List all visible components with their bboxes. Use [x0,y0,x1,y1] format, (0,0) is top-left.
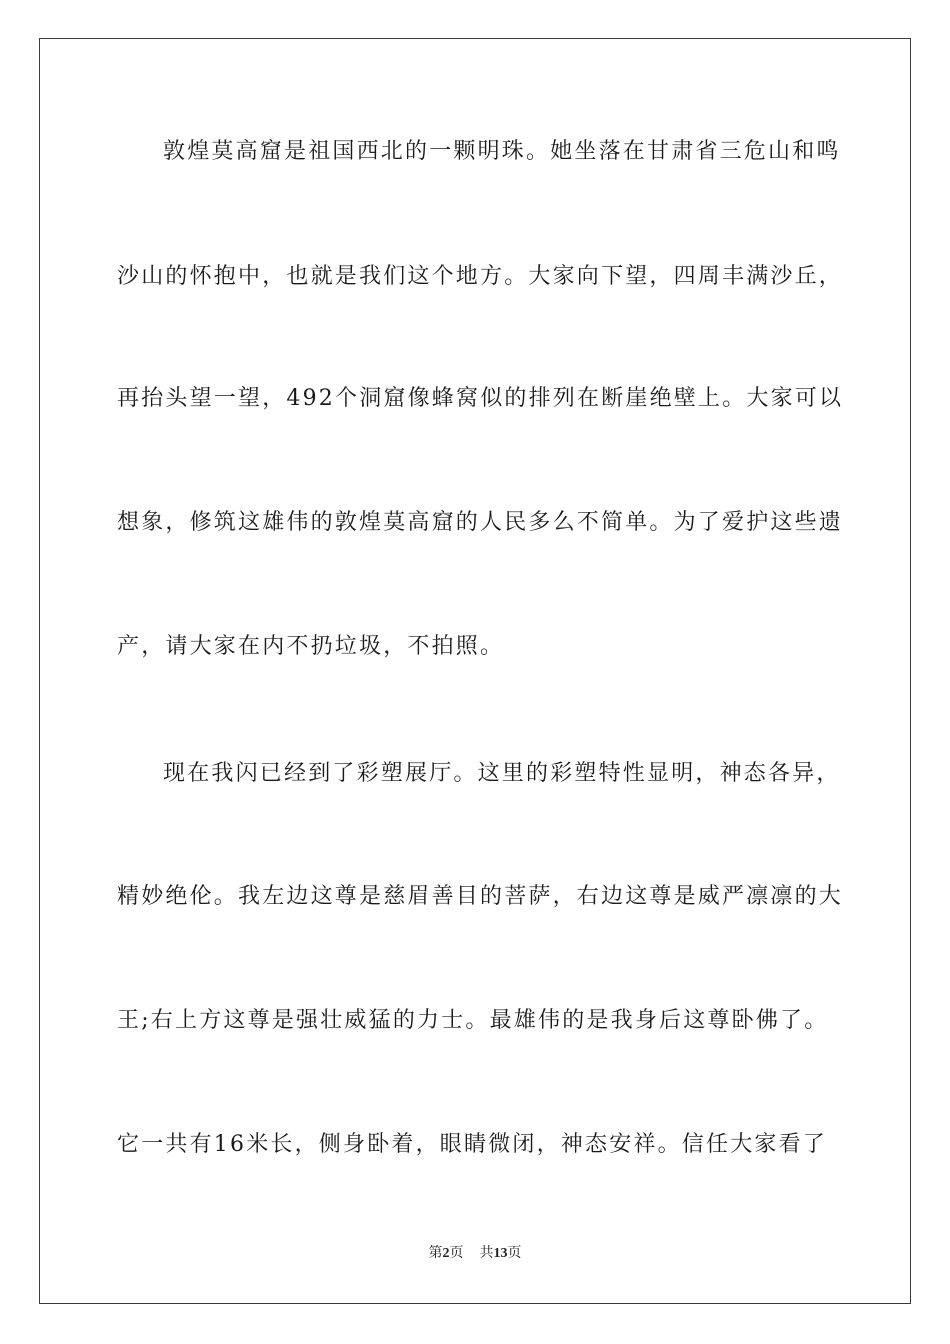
footer-page-suffix: 页 [449,1246,464,1261]
paragraph-1-line-4: 想象，修筑这雄伟的敦煌莫高窟的人民多么不简单。为了爱护这些遗 [117,510,844,535]
paragraph-2-line-1: 现在我闪已经到了彩塑展厅。这里的彩塑特性显明，神态各异， [163,761,841,786]
footer-page-prefix: 第 [428,1246,443,1261]
paragraph-2-line-3: 王;右上方这尊是强壮威猛的力士。最雄伟的是我身后这尊卧佛了。 [117,1008,829,1033]
footer-total-suffix: 页 [507,1246,522,1261]
footer-total-pages: 13 [493,1246,508,1261]
paragraph-1-line-3: 再抬头望一望，492个洞窟像蜂窝似的排列在断崖绝壁上。大家可以 [117,386,844,411]
paragraph-2-line-4: 它一共有16米长，侧身卧着，眼睛微闭，神态安祥。信任大家看了 [117,1132,827,1157]
footer-page-number: 2 [442,1246,450,1261]
paragraph-1-line-5: 产，请大家在内不扔垃圾，不拍照。 [117,634,505,659]
paragraph-1-line-2: 沙山的怀抱中，也就是我们这个地方。大家向下望，四周丰满沙丘， [117,264,844,289]
page-footer [0,1245,950,1263]
paragraph-1-line-1: 敦煌莫高窟是祖国西北的一颗明珠。她坐落在甘肃省三危山和鸣 [163,139,841,164]
footer-total-prefix: 共 [479,1246,494,1261]
page-border [39,38,911,1304]
paragraph-2-line-2: 精妙绝伦。我左边这尊是慈眉善目的菩萨，右边这尊是威严凛凛的大 [117,884,844,909]
